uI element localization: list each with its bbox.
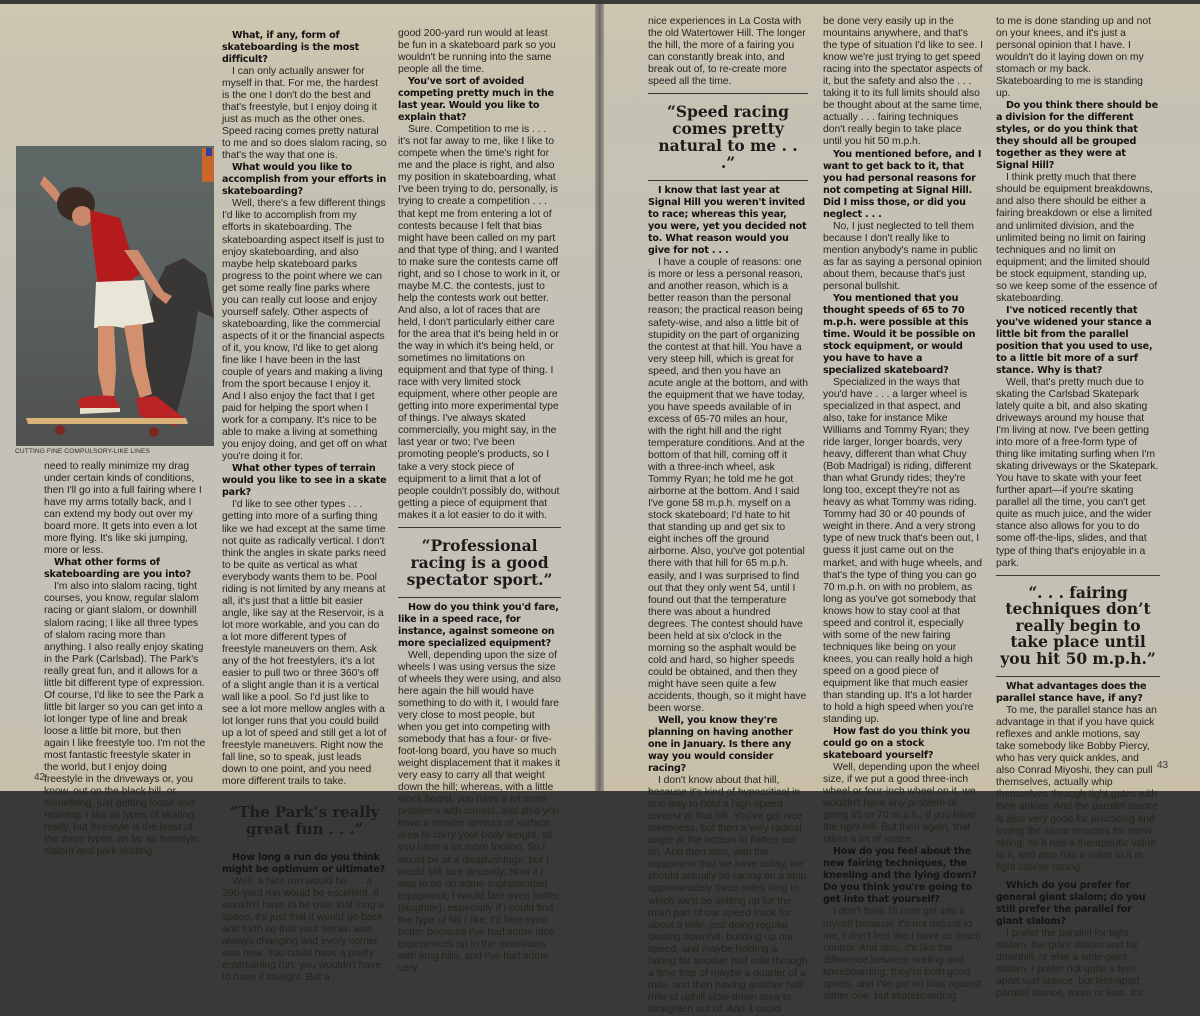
column-3 <box>398 28 561 975</box>
interview-question: I know that last year at Signal Hill you weren't invited to race; whereas this year, you were, yet you decided not to. What reason would you give for not . . . <box>648 185 807 257</box>
interview-answer: Well, that's pretty much due to skating the Carlsbad Skatepark lately quite a bit, and also skating driveways around my house that I'm living at now. I've been getting into more of a free-form type of thing like imitating surfing when I'm skating driveways or the Skatepark. You have to skate with your feet further apart—if you're skating parallel all the time, you can't get quite as much juice, and the wider stance also allows for you to do some off-the-lips, slides, and that type of thing that's enjoyable in a park. <box>996 376 1159 569</box>
interview-answer: I'd like to see other types . . . getting into more of a surfing thing like we had except at the same time not quite as radically vertical. I don't think the angles in skate parks need to be quite as vertical as what everybody wants them to be. Pool riding is not limited by any means at all, it's just that a little bit easier angle, like say at the Reservoir, is a lot more workable, and you can do a lot more different types of freestyle maneuvers on them. Ask any of the hot freestylers, it's a lot easier to pull two or three 360's off of a slight angle than it is a vertical wall like a pool. So I'd just like to see a lot more mellow angles with a lot longer runs that you could build up a lot of speed and still get a lot of freestyle maneuvers. Right now the fall line, so to speak, just leads down to one point, and you need more different trails to take. <box>222 499 387 788</box>
column-4 <box>648 16 808 1016</box>
article-paragraph: be done very easily up in the mountains anywhere, and that's the type of situation I'd like to see. I know we're just trying to get speed racing into the spectator aspects of it, but the safety and also the . . . taking it to its full limits should also be thought about at the same time, actually . . . fairing techniques don't really begin to take place until you hit 50 m.p.h. <box>823 16 983 148</box>
interview-answer: To me, the parallel stance has an advantage in that if you have quick reflexes and ankle motions, say take somebody like Bobby Piercy, who has very quick ankles, and also Conrad Miyoshi, they can pull themselves, actually whip themselves through tight gates with their ankles. And the parallel stance is also very good for practicing and toning the same muscles for snow skiing, so it has a therapeutic value to it, and also has a value to it in tight course racing. <box>996 705 1159 873</box>
interview-answer: I'm also into slalom racing, tight courses, you know, regular slalom racing or giant slalom, or downhill slalom racing; I like all three types of slalom racing more than anything. I also really enjoy skating in the Park (Carlsbad). The Park's really great fun, and it allows for a little bit different type of expression. Of course, I'd like to see the Park a little bit larger so you can get into a lot longer type of line and break loose a little bit more, but then again I like freestyle too. I'm not the most fantastic freestyle skater in the world, but I enjoy doing freestyle in the driveways or, you know, out on the black hill, or something, just getting loose and relaxing. I like all types of skating, really, but freestyle is the least of the three types, as far as freestyle, slalom and park skating. <box>44 581 206 858</box>
photo-caption: CUTTING FINE COMPULSORY-LIKE LINES <box>15 448 150 455</box>
skateboarder-photo-icon <box>16 146 214 446</box>
interview-answer: Well, depending upon the size of wheels I was using versus the size of wheels they were using, and also here again the hill would have something to do with it, I would fare very close to most people, but when you get into competing with somebody that has a four- or five-foot-long board, you have so much weight displacement that it makes it very easy to carry all that weight down the hill; whereas, with a little stock board, you have a lot more problems with control, and also you have a smaller amount of surface area to carry your body weight, so you have a lot more friction. So I would be at a disadvantage, but I would still fare decently. Now if I was to be on some sophisticated equipment, I would fare even better (laughter), especially if I could find the type of hill I like, I'd fare even better because I've had some nice experiences up in the mountains with long hills, and I've had some very <box>398 649 561 974</box>
interview-question: What other forms of skateboarding are you into? <box>44 557 192 581</box>
interview-question: You mentioned before, and I want to get back to it, that you had personal reasons for not competing at Signal Hill. Did I miss those, or did you neglect . . . <box>823 148 982 220</box>
column-6 <box>996 16 1160 1000</box>
interview-answer: I have a couple of reasons: one is more or less a personal reason, and another reason, which is a better reason than the personal reason; the practical reason being safety-wise, and also a little bit of stupidity on the part of organizing the contest at that hill. You have a very steep hill, which is great for speed, and then you have an acute angle at the bottom, and with the equipment that we have today, you have speeds available of in excess of 65-70 miles an hour, with the right hill and the right temperature conditions. And at the bottom of that hill, coming off it with a three-inch wheel, ask Tommy Ryan; he told me he got airborne at the bottom. And I said I've gone 58 m.p.h. myself on a stock skateboard; I'd hate to hit that standing up and get six to eight inches off the ground airborne. Also, you've got potential there with that hill for 65 m.p.h. easily, and I was surprised to find out that they only went 54, until I found out that the temperature there was about a hundred degrees. The contest should have been held at six o'clock in the morning so the asphalt would be cold and hard, so higher speeds could be obtained, and then they might have seen quite a few accidents, though, so it might have been worse. <box>648 257 808 715</box>
interview-question: How do you feel about the new fairing techniques, the kneeling and the lying down? Do you think you're going to get into that yourself? <box>823 846 977 906</box>
interview-answer: I don't know about that hill, because it's kind of hypocritical in one way to hold a high-speed contest at that hill. You've got nice steepness, but then a very radical angle at the bottom to flatten out on. And then also, with the equipment that we have today, we should actually be racing on a strip approximately three miles long in which we'd be setting up for the main part of our speed track for about a mile, just doing regular skating downhill, building up our speed, and maybe holding a fairing for another half mile through a time trap of maybe a quarter of a mile, and then having another half mile of uphill slow-down area to straighten out of. And it could <box>648 775 808 1015</box>
interview-answer: Well, depending upon the wheel size, if we put a good three-inch wheel or four-inch wheel on it, we wouldn't have any problem of going 65 or 70 m.p.h., if you have the right hill. But then again, that takes a lot of space. <box>823 762 980 846</box>
column-2 <box>222 30 387 984</box>
interview-question: What would you like to accomplish from your efforts in skateboarding? <box>222 162 387 198</box>
interview-answer: Well, there's a few different things I'd like to accomplish from my efforts in skateboarding. The skateboarding aspect itself is just to enjoy skateboarding, and also maybe help skateboard parks progress to the point where we can get some really fine parks where you can really cut loose and enjoy yourself safely. Other aspects of skateboarding, like the commercial aspects of it or the financial aspects of it, you know, I'd like to get along fine like I have been in the last couple of years and making a living from the sport because I enjoy it. And I also enjoy the fact that I get paid for helping the sport when I work for a company. It's nice to be able to make a living at something you enjoy doing, and get off on what you're doing it for. <box>222 198 387 463</box>
interview-question: What, if any, form of skateboarding is the most difficult? <box>222 30 359 65</box>
interview-question: What other types of terrain would you like to see in a skate park? <box>222 463 387 499</box>
interview-question: I've noticed recently that you've widened your stance a little bit from the parallel position that you used to use, to a little bit more of a surf stance. Why is that? <box>996 304 1153 376</box>
page-gutter <box>595 4 604 791</box>
pull-quote: “. . . fairing techniques don’t really begin to take place until you hit 50 m.p.h.” <box>996 575 1160 678</box>
page-number-left: 42 <box>34 772 46 783</box>
article-paragraph: nice experiences in La Costa with the old Watertower Hill. The longer the hill, the more of a fairing you can constantly break into, and break out of, to re-create more speed all the time. <box>648 16 806 88</box>
interview-answer: I don't think I'll ever get into it myself because it's not natural to me, I don't feel like I have as much control. And also, it's like the difference between surfing and kneeboarding; they're both good sports, and I've got no bias against either one, but skateboarding <box>823 906 982 1002</box>
interview-question: Well, you know they're planning on having another one in January. Is there any way you would consider racing? <box>648 715 793 775</box>
interview-answer: Specialized in the ways that you'd have . . . a larger wheel is specialized in that aspect, and also, take for instance Mike Williams and Tommy Ryan; they ride larger, longer boards, very heavy, different than what Chuy (Bob Madrigal) is riding, different than what Grundy rides; they're long too, except they're not as heavy as what Tommy was riding. Tommy had 30 or 40 pounds of weight in there. And a very strong type of new truck that's been out, I guess it just came out on the market, and with huge wheels, and that's the type of thing you can go 70 m.p.h. on with no problem, as long as you've got somebody that knows how to stay cool at that speed and control it, especially with some of the new fairing techniques like being on your knees, you can really hold a high speed on a good piece of equipment like that much easier than standing up. It's a lot harder to hold a high speed when you're standing up. <box>823 376 982 726</box>
pull-quote: “Professional racing is a good spectator sport.” <box>398 527 561 598</box>
interview-question: Which do you prefer for general giant slalom; do you still prefer the parallel for giant slalom? <box>996 879 1146 927</box>
article-paragraph: need to really minimize my drag under certain kinds of conditions, then I'll go into a full fairing where I have my arms totally back, and I can extend my body out over my board more. It gets into even a lot more flying. It's like ski jumping, more or less. <box>44 461 202 557</box>
interview-question: How do you think you'd fare, like in a speed race, for instance, against someone on more specialized equipment? <box>398 601 559 649</box>
interview-question: You've sort of avoided competing pretty much in the last year. Would you like to explain that? <box>398 76 554 124</box>
page-number-right: 43 <box>1157 760 1169 771</box>
interview-question: Do you think there should be a division for the different styles, or do you think that they should all be grouped together as they were at Signal Hill? <box>996 100 1158 172</box>
interview-answer: No, I just neglected to tell them because I don't really like to mention anybody's name in public as far as saying a personal opinion about them, because that's just personal bullshit. <box>823 220 982 292</box>
column-1 <box>44 461 206 858</box>
column-5 <box>823 16 983 1003</box>
article-paragraph: good 200-yard run would at least be fun in a skateboard park so you wouldn't be running into the same people all the time. <box>398 28 556 76</box>
interview-answer: I think pretty much that there should be equipment breakdowns, and also there should be either a fairing breakdown or else a limited and unlimited division, and the unlimited being no limit on fairing techniques and no limit on equipment; and the limited should be stock equipment, standing up, so we keep some of the essence of skateboarding. <box>996 172 1158 304</box>
interview-question: How long a run do you think might be optimum or ultimate? <box>222 851 386 875</box>
interview-answer: I prefer the parallel for tight slalom, the giant slalom and for downhill, or else a wide giant slalom. I prefer not quite a feet-apart surf stance, but feet-apart parallel stance, more or less. It's <box>996 927 1143 999</box>
interview-question: You mentioned that you thought speeds of 65 to 70 m.p.h. were possible at this time. Would it be possible on stock equipment, or would you have to have a specialized skateboard? <box>823 292 976 376</box>
interview-answer: Well, a nice run would be . . . a 200-yard run would be excellent. It wouldn't have to be over that long a space, it's just that it would go back and forth so that your terrain was always changing and every corner was new. You could have a pretty entertaining run; you wouldn't have to have it straight. But a <box>222 875 384 983</box>
pull-quote: “Speed racing comes pretty natural to me . . .” <box>648 93 808 181</box>
article-paragraph: to me is done standing up and not on your knees, and it's just a personal opinion that I have. I wouldn't do it laying down on my stomach or my back. Skateboarding to me is standing up. <box>996 16 1151 100</box>
interview-question: How fast do you think you could go on a stock skateboard yourself? <box>823 726 970 762</box>
interview-answer: I can only actually answer for myself in that. For me, the hardest is the one I don't do the best and that's freestyle, but I enjoy doing it just as much as the other ones. Speed racing comes pretty natural to me and so does slalom racing, so that's the way that one is. <box>222 66 387 162</box>
pull-quote: “The Park’s really great fun . . .” <box>222 794 387 848</box>
interview-question: What advantages does the parallel stance have, if any? <box>996 681 1147 705</box>
interview-answer: Sure. Competition to me is . . . it's not far away to me, like I like to compete when the time's right for me and the place is right, and also my position in skateboarding, what I've been trying to do, personally, is trying to create a competition . . . that kept me from entering a lot of contests because I felt that bias might have been called on my part and that type of thing, and I wanted to make sure the contests came off right, and so I chose to work in it, or maybe M.C. the contests, just to help the contests work out better. And also, a lot of races that are held, I don't particularly either care for the area that it's being held in or the way in which it's being held, or sometimes no limitations on equipment and that type of thing. I race with very limited stock equipment, where other people are getting into more experimental type of things. I've always skated commercially, you might say, in the last year or two; I've been promoting people's products, so I take a very stock piece of equipment to a limit that a lot of people couldn't possibly do, without getting a piece of equipment that makes it a lot easier to do it with. <box>398 124 561 521</box>
